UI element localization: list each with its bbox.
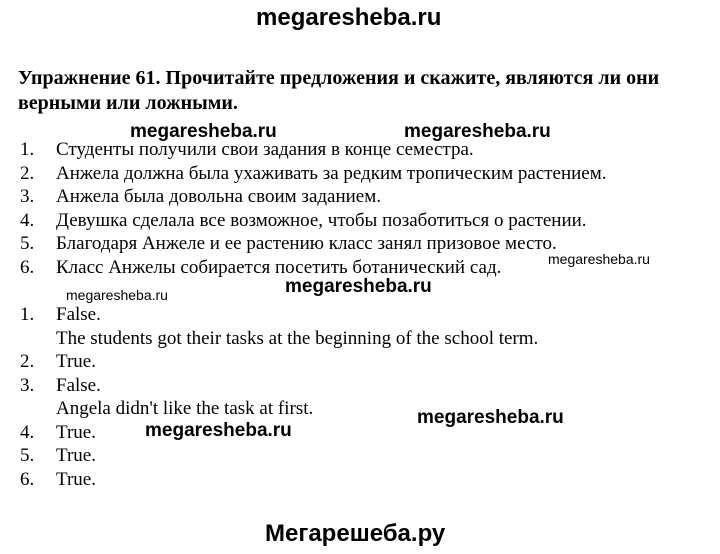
statement-number: 3. xyxy=(20,186,35,207)
answer-explanation: Angela didn't like the task at first. xyxy=(56,398,314,419)
answer-explanation: The students got their tasks at the beginning of the school term. xyxy=(56,327,539,349)
answer-number: 6. xyxy=(20,468,35,490)
statement-item xyxy=(20,185,607,209)
answer-item xyxy=(20,303,538,350)
answer-verdict: True. xyxy=(56,468,96,490)
statement-number: 4. xyxy=(20,209,35,231)
statement-item xyxy=(20,209,607,233)
statement-item xyxy=(20,232,607,256)
statement-item xyxy=(20,138,607,162)
answer-item xyxy=(20,468,538,492)
answer-verdict: True. xyxy=(56,445,96,466)
exercise-heading: Упражнение 61. Прочитайте предложения и скажите, являются ли они верными или ложными. xyxy=(18,67,660,114)
statement-text: Благодаря Анжеле и ее растению класс занял призовое место. xyxy=(56,233,557,254)
answer-number: 1. xyxy=(20,304,35,325)
answer-number: 4. xyxy=(20,421,35,443)
statement-number: 2. xyxy=(20,162,35,184)
statement-item xyxy=(20,162,607,186)
statement-text: Класс Анжелы собирается посетить ботанический сад. xyxy=(56,256,502,278)
watermark-mid-left: megaresheba.ru xyxy=(130,121,277,142)
statement-number: 6. xyxy=(20,256,35,278)
statement-number: 5. xyxy=(20,233,35,254)
statement-text: Студенты получили свои задания в конце семестра. xyxy=(56,139,474,160)
statements-list xyxy=(20,138,607,279)
statement-text: Девушка сделала все возможное, чтобы позаботиться о растении. xyxy=(56,209,587,231)
answer-verdict: False. xyxy=(56,304,101,325)
statement-number: 1. xyxy=(20,139,35,160)
answer-item xyxy=(20,444,538,468)
watermark-lower-left: megaresheba.ru xyxy=(145,420,292,441)
answer-number: 2. xyxy=(20,351,35,372)
statement-text: Анжела должна была ухаживать за редким тропическим растением. xyxy=(56,162,607,184)
answer-verdict: True. xyxy=(56,351,96,372)
answer-number: 5. xyxy=(20,445,35,466)
watermark-small-left: megaresheba.ru xyxy=(66,287,168,303)
watermark-top: megaresheba.ru xyxy=(256,4,442,31)
watermark-mid-right: megaresheba.ru xyxy=(404,121,551,142)
answer-item xyxy=(20,350,538,374)
answer-number: 3. xyxy=(20,374,35,396)
watermark-mid-center: megaresheba.ru xyxy=(285,276,432,297)
watermark-lower-right: megaresheba.ru xyxy=(417,407,564,428)
answer-verdict: False. xyxy=(56,374,101,396)
answers-list xyxy=(20,303,538,491)
watermark-small-right: megaresheba.ru xyxy=(548,251,650,267)
statement-text: Анжела была довольна своим заданием. xyxy=(56,186,382,207)
watermark-footer: Мегарешеба.ру xyxy=(265,520,446,547)
answer-verdict: True. xyxy=(56,421,96,443)
